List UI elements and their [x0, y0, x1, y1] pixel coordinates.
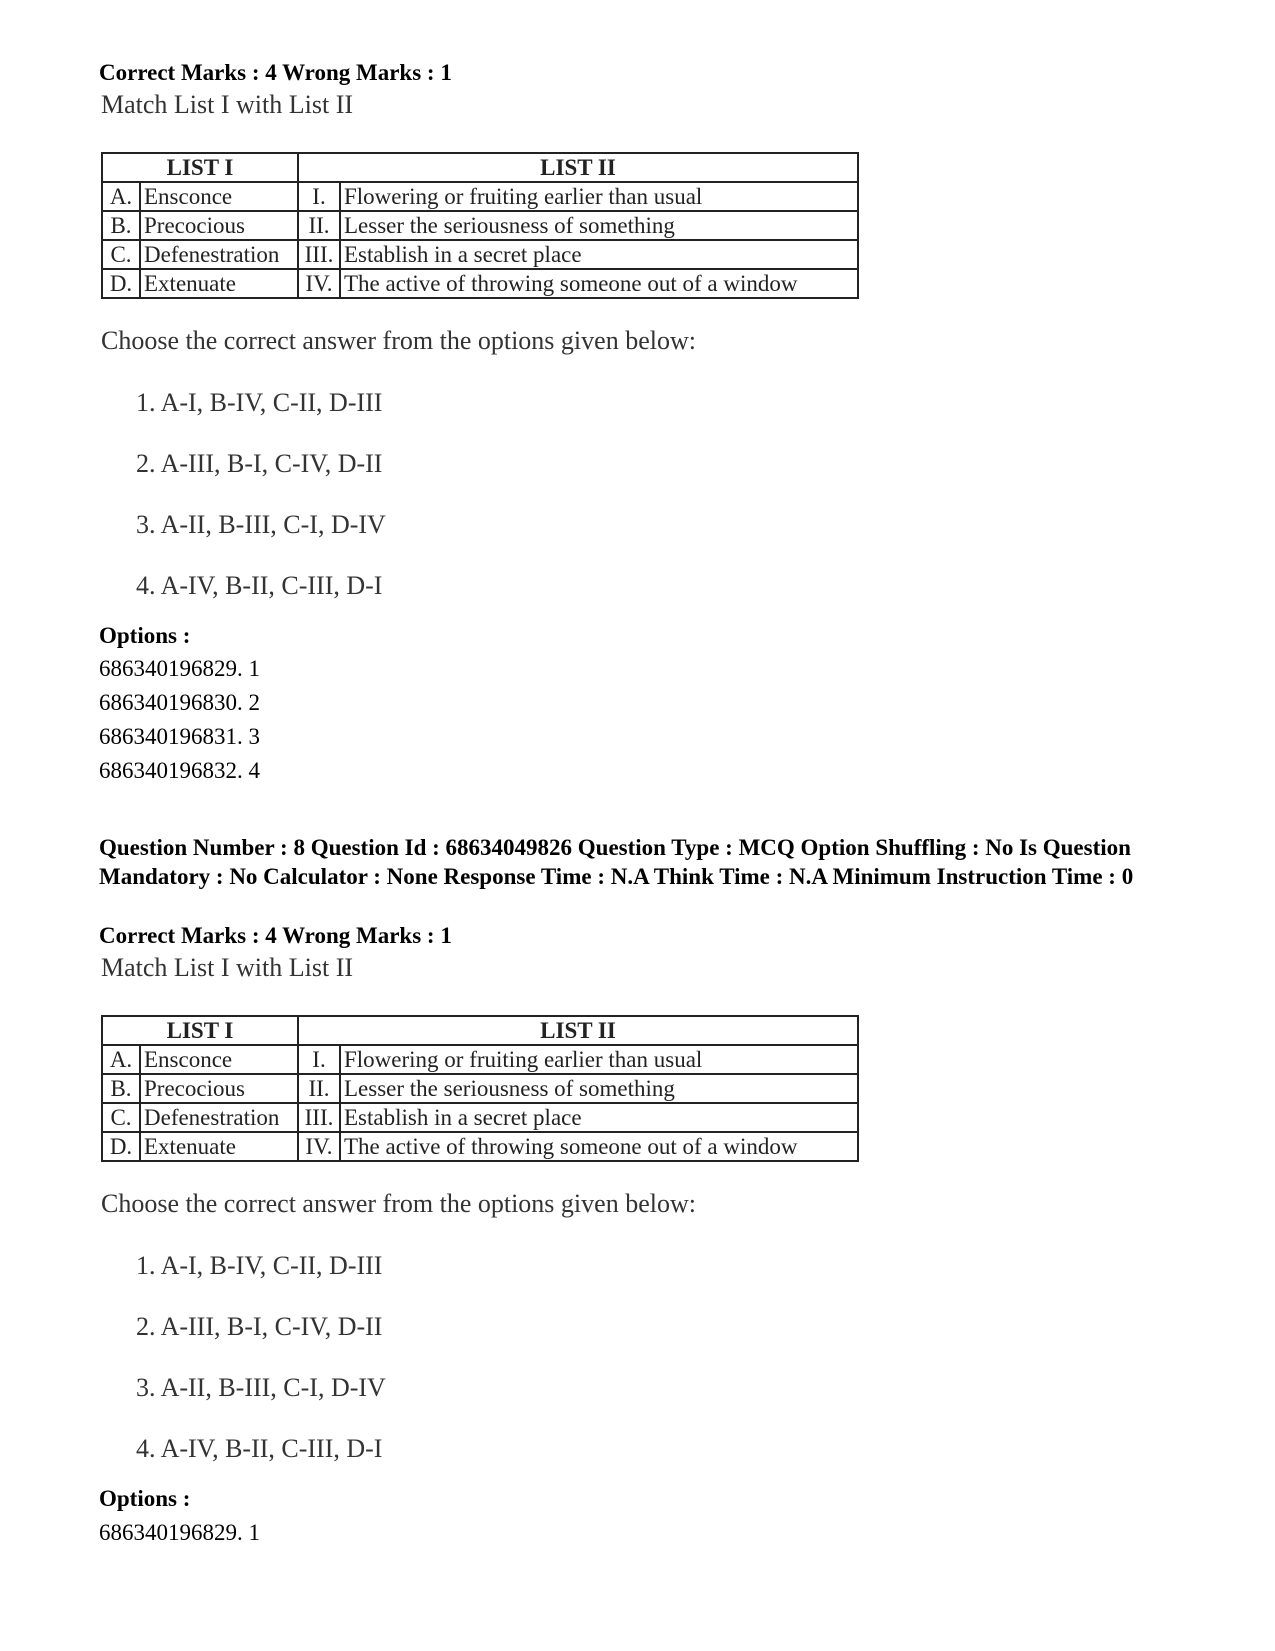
row-letter: B. [102, 211, 140, 240]
row-roman: II. [298, 1074, 340, 1103]
q7-match-table [101, 152, 859, 299]
row-letter: A. [102, 182, 140, 211]
row-term: Precocious [140, 211, 298, 240]
row-desc: Establish in a secret place [340, 240, 858, 269]
row-term: Ensconce [140, 182, 298, 211]
row-term: Ensconce [140, 1045, 298, 1074]
row-desc: Lesser the seriousness of something [340, 211, 858, 240]
table-row [102, 1074, 858, 1103]
q8-match-table [101, 1015, 859, 1162]
q8-option-1: 686340196829. 1 [99, 1520, 260, 1545]
row-roman: I. [298, 1045, 340, 1074]
q7-option-3: 686340196831. 3 [99, 724, 260, 749]
row-term: Precocious [140, 1074, 298, 1103]
q8-choice-1: 1. A-I, B-IV, C-II, D-III [136, 1251, 383, 1280]
row-desc: Flowering or fruiting earlier than usual [340, 1045, 858, 1074]
q7-option-4: 686340196832. 4 [99, 758, 260, 783]
table-row [102, 1132, 858, 1161]
row-letter: A. [102, 1045, 140, 1074]
list1-header: LIST I [102, 153, 298, 182]
row-roman: II. [298, 211, 340, 240]
table-row [102, 1103, 858, 1132]
q7-option-1: 686340196829. 1 [99, 656, 260, 681]
list2-header: LIST II [298, 153, 858, 182]
q7-choice-1: 1. A-I, B-IV, C-II, D-III [136, 388, 383, 417]
row-letter: D. [102, 269, 140, 298]
q7-option-2: 686340196830. 2 [99, 690, 260, 715]
q7-choice-4: 4. A-IV, B-II, C-III, D-I [136, 571, 383, 600]
row-term: Extenuate [140, 1132, 298, 1161]
q7-choose-text: Choose the correct answer from the options given below: [101, 326, 696, 355]
q8-header: Question Number : 8 Question Id : 68634049826 Question Type : MCQ Option Shuffling : No Is Question Mandatory : No Calculator : None Response Time : N.A Think Time : N.A Minimum Instruction Time : 0 [99, 835, 1134, 889]
table-row [102, 182, 858, 211]
row-desc: Flowering or fruiting earlier than usual [340, 182, 858, 211]
q7-instruction: Match List I with List II [101, 90, 354, 119]
q7-choice-3: 3. A-II, B-III, C-I, D-IV [136, 510, 386, 539]
q8-choose-text: Choose the correct answer from the options given below: [101, 1189, 696, 1218]
list1-header: LIST I [102, 1016, 298, 1045]
row-letter: B. [102, 1074, 140, 1103]
table-row [102, 1045, 858, 1074]
q8-instruction: Match List I with List II [101, 953, 354, 982]
q7-choice-2: 2. A-III, B-I, C-IV, D-II [136, 449, 383, 478]
table-header-row [102, 1016, 858, 1045]
list2-header: LIST II [298, 1016, 858, 1045]
q8-options-label: Options : [99, 1486, 191, 1511]
table-header-row [102, 153, 858, 182]
row-desc: Establish in a secret place [340, 1103, 858, 1132]
row-letter: D. [102, 1132, 140, 1161]
q8-choice-2: 2. A-III, B-I, C-IV, D-II [136, 1312, 383, 1341]
row-term: Defenestration [140, 1103, 298, 1132]
q8-choice-3: 3. A-II, B-III, C-I, D-IV [136, 1373, 386, 1402]
table-row [102, 269, 858, 298]
row-desc: The active of throwing someone out of a window [340, 269, 858, 298]
q8-choice-4: 4. A-IV, B-II, C-III, D-I [136, 1434, 383, 1463]
table-row [102, 240, 858, 269]
row-term: Defenestration [140, 240, 298, 269]
row-roman: IV. [298, 1132, 340, 1161]
table-row [102, 211, 858, 240]
row-letter: C. [102, 1103, 140, 1132]
row-letter: C. [102, 240, 140, 269]
row-term: Extenuate [140, 269, 298, 298]
row-roman: III. [298, 1103, 340, 1132]
row-roman: I. [298, 182, 340, 211]
q7-options-label: Options : [99, 623, 191, 648]
row-roman: III. [298, 240, 340, 269]
row-roman: IV. [298, 269, 340, 298]
q8-marks: Correct Marks : 4 Wrong Marks : 1 [99, 923, 452, 948]
row-desc: The active of throwing someone out of a window [340, 1132, 858, 1161]
row-desc: Lesser the seriousness of something [340, 1074, 858, 1103]
q7-marks: Correct Marks : 4 Wrong Marks : 1 [99, 60, 452, 85]
